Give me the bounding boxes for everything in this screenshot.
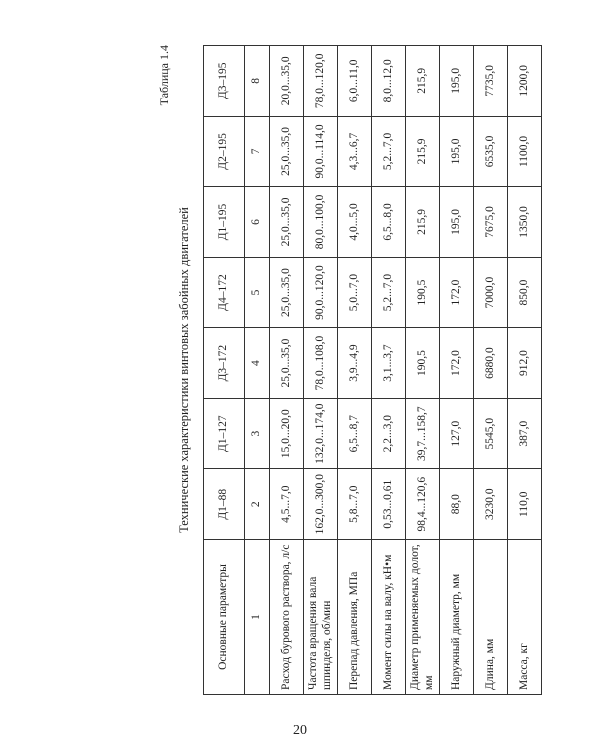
- column-number: 1: [245, 540, 270, 695]
- header-cell: Д3–195: [204, 46, 245, 117]
- value-cell: 215,9: [406, 187, 440, 258]
- column-number: 2: [245, 469, 270, 540]
- value-cell: 39,7...158,7: [406, 398, 440, 469]
- value-cell: 4,3...6,7: [338, 116, 372, 187]
- param-cell: Частота вращения вала шпинделя, об/мин: [304, 540, 338, 695]
- value-cell: 215,9: [406, 116, 440, 187]
- value-cell: 7735,0: [474, 46, 508, 117]
- value-cell: 90,0...120,0: [304, 257, 338, 328]
- specs-table: [203, 45, 542, 695]
- value-cell: 90,0...114,0: [304, 116, 338, 187]
- value-cell: 162,0...300,0: [304, 469, 338, 540]
- value-cell: 1200,0: [508, 46, 542, 117]
- column-number: 8: [245, 46, 270, 117]
- value-cell: 0,53...0,61: [372, 469, 406, 540]
- value-cell: 5,2...7,0: [372, 116, 406, 187]
- param-cell: Наружный диаметр, мм: [440, 540, 474, 695]
- column-number: 7: [245, 116, 270, 187]
- table-row: [474, 46, 508, 695]
- value-cell: 4,0...5,0: [338, 187, 372, 258]
- value-cell: 7000,0: [474, 257, 508, 328]
- table-row: [508, 46, 542, 695]
- value-cell: 6,0...11,0: [338, 46, 372, 117]
- value-cell: 78,0...120,0: [304, 46, 338, 117]
- column-number: 5: [245, 257, 270, 328]
- value-cell: 25,0...35,0: [270, 328, 304, 399]
- value-cell: 1350,0: [508, 187, 542, 258]
- table-title: Технические характеристики винтовых забойных двигателей: [177, 207, 191, 533]
- value-cell: 15,0...20,0: [270, 398, 304, 469]
- value-cell: 5545,0: [474, 398, 508, 469]
- param-cell: Перепад давления, МПа: [338, 540, 372, 695]
- value-cell: 3230,0: [474, 469, 508, 540]
- column-number: 6: [245, 187, 270, 258]
- column-number: 3: [245, 398, 270, 469]
- table-row: [270, 46, 304, 695]
- header-cell: Д1–88: [204, 469, 245, 540]
- table-row: [304, 46, 338, 695]
- header-cell: Д1–127: [204, 398, 245, 469]
- value-cell: 25,0...35,0: [270, 116, 304, 187]
- value-cell: 8,0...12,0: [372, 46, 406, 117]
- table-number: Таблица 1.4: [157, 45, 171, 106]
- value-cell: 5,2...7,0: [372, 257, 406, 328]
- table-row: [372, 46, 406, 695]
- header-cell: Д1–195: [204, 187, 245, 258]
- param-cell: Момент силы на валу, кН•м: [372, 540, 406, 695]
- page-number: 20: [293, 723, 307, 738]
- header-row: [204, 46, 245, 695]
- header-cell: Д4–172: [204, 257, 245, 328]
- header-cell: Д3–172: [204, 328, 245, 399]
- table-row: [440, 46, 474, 695]
- value-cell: 215,9: [406, 46, 440, 117]
- value-cell: 172,0: [440, 257, 474, 328]
- value-cell: 6,5...8,7: [338, 398, 372, 469]
- value-cell: 195,0: [440, 116, 474, 187]
- table-row: [406, 46, 440, 695]
- value-cell: 4,5...7,0: [270, 469, 304, 540]
- param-cell: Масса, кг: [508, 540, 542, 695]
- value-cell: 6880,0: [474, 328, 508, 399]
- rotated-table-block: [155, 45, 530, 695]
- value-cell: 190,5: [406, 257, 440, 328]
- value-cell: 912,0: [508, 328, 542, 399]
- value-cell: 20,0...35,0: [270, 46, 304, 117]
- value-cell: 25,0...35,0: [270, 257, 304, 328]
- table-row: [338, 46, 372, 695]
- table-caption: [155, 45, 203, 695]
- value-cell: 6535,0: [474, 116, 508, 187]
- value-cell: 3,9...4,9: [338, 328, 372, 399]
- value-cell: 25,0...35,0: [270, 187, 304, 258]
- value-cell: 1100,0: [508, 116, 542, 187]
- value-cell: 78,0...108,0: [304, 328, 338, 399]
- value-cell: 88,0: [440, 469, 474, 540]
- value-cell: 195,0: [440, 187, 474, 258]
- value-cell: 80,0...100,0: [304, 187, 338, 258]
- value-cell: 98,4...120,6: [406, 469, 440, 540]
- header-cell: Д2–195: [204, 116, 245, 187]
- param-cell: Диаметр применяемых долот, мм: [406, 540, 440, 695]
- value-cell: 172,0: [440, 328, 474, 399]
- value-cell: 190,5: [406, 328, 440, 399]
- value-cell: 7675,0: [474, 187, 508, 258]
- value-cell: 195,0: [440, 46, 474, 117]
- value-cell: 110,0: [508, 469, 542, 540]
- param-cell: Расход бурового раствора, л/с: [270, 540, 304, 695]
- value-cell: 132,0...174,0: [304, 398, 338, 469]
- column-number-row: [245, 46, 270, 695]
- value-cell: 5,8...7,0: [338, 469, 372, 540]
- column-number: 4: [245, 328, 270, 399]
- value-cell: 6,5...8,0: [372, 187, 406, 258]
- value-cell: 2,2...3,0: [372, 398, 406, 469]
- param-cell: Длина, мм: [474, 540, 508, 695]
- value-cell: 850,0: [508, 257, 542, 328]
- value-cell: 3,1...3,7: [372, 328, 406, 399]
- header-cell: Основные параметры: [204, 540, 245, 695]
- value-cell: 127,0: [440, 398, 474, 469]
- value-cell: 387,0: [508, 398, 542, 469]
- value-cell: 5,0...7,0: [338, 257, 372, 328]
